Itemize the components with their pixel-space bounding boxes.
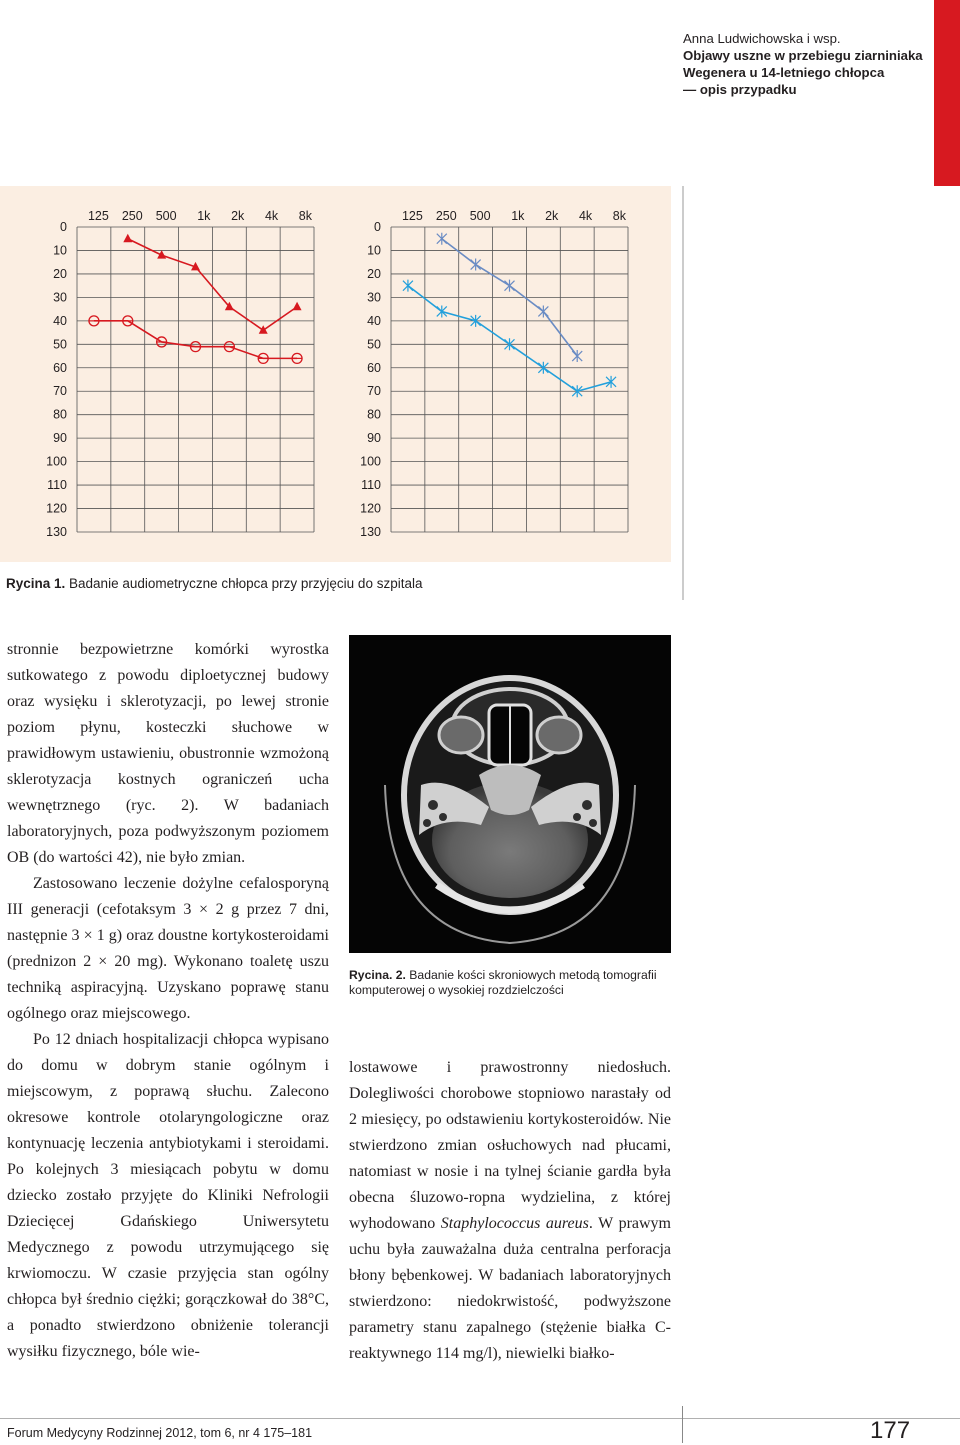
running-head-title-line-2: Wegenera u 14-letniego chłopca xyxy=(683,65,885,80)
body-text: lostawowe i prawostronny niedosłuch. Dolegliwości chorobowe stopniowo narastały od 2 miesięcy, po odstawieniu kortykosteroidów. Nie stwierdzono zmian osłuchowych nad płucami, natomiast w nosie i na tylnej ścianie gardła była obecna śluzowo-ropna wydzielina, z której wyhodowano xyxy=(349,1059,671,1232)
audiogram-figure xyxy=(0,0,960,600)
body-paragraph: stronnie bezpowietrzne komórki wyrostka sutkowatego z powodu diploetycznej budowy oraz wysięku i sklerotyzacji, po lewej stronie poziom płynu, kosteczki słuchowe w prawidłowym ustawieniu, obustronnie wzmożoną sklerotyzacja kostnych ograniczeń ucha wewnętrznego (ryc. 2). W badaniach laboratoryjnych, poza podwyższonym poziomem OB (do wartości 42), nie było zmian. xyxy=(7,641,329,866)
body-text: . W prawym uchu była zauważalna duża centralna perforacja błony bębenkowej. W badaniach laboratoryjnych stwierdzono: niedokrwistość, podwyższone parametry stanu zapalnego (stężenie białka C-reaktywnego 114 mg/l), niewielki białko- xyxy=(349,1215,671,1362)
x-tick-label: 2k xyxy=(231,209,245,223)
body-column-right xyxy=(349,1055,671,1367)
figure-2-label: Rycina. 2. xyxy=(349,968,406,982)
y-tick-label: 60 xyxy=(53,360,67,375)
figure-1-caption-text: Badanie audiometryczne chłopca przy przyjęciu do szpitala xyxy=(65,576,423,591)
bacteria-name: Staphylococcus aureus xyxy=(440,1215,589,1232)
y-tick-label: 50 xyxy=(367,337,381,352)
y-tick-label: 0 xyxy=(60,220,67,234)
figure-2-caption xyxy=(349,968,679,998)
y-tick-label: 100 xyxy=(360,454,381,469)
y-tick-label: 100 xyxy=(46,454,67,469)
body-paragraph: Zastosowano leczenie dożylne cefalosporyną III generacji (cefotaksym 3 × 2 g przez 7 dni, następnie 3 × 1 g) oraz doustne kortykosteroidami (prednizon 2 × 20 mg). Wykonano toaletę uszu techniką aspiracyjną. Uzyskano poprawę stanu ogólnego oraz miejscowego. xyxy=(7,875,329,1022)
running-head-title-line-3: — opis przypadku xyxy=(683,82,797,97)
y-tick-label: 130 xyxy=(46,525,67,539)
x-tick-label: 2k xyxy=(545,209,559,223)
x-tick-label: 500 xyxy=(155,209,177,223)
ct-scan-image xyxy=(349,635,671,953)
y-tick-label: 90 xyxy=(367,431,381,446)
body-paragraph: Po 12 dniach hospitalizacji chłopca wypisano do domu w dobrym stanie ogólnym i miejscowym, z poprawą słuchu. Zalecono okresowe kontrole otolaryngologiczne oraz kontynuację leczenia antybiotykami i sterоidami. Po kolejnych 3 miesiącach pobytu w domu dziecko zostało przyjęte do Kliniki Nefrologii Dziecięcej Gdańskiego Uniwersytetu Medycznego z powodu utrzymującego się krwiomoczu. W czasie przyjęcia stan ogólny chłopca był średnio ciężki; gorączkował do 38°C, a ponadto stwierdzono obniżenie tolerancji wysiłku fizycznego, bóle wie- xyxy=(7,1031,329,1360)
figure-2-caption-text: Badanie kości skroniowych metodą tomografii komputerowej o wysokiej rozdzielczości xyxy=(349,968,657,997)
x-tick-label: 1k xyxy=(197,209,211,223)
figure-1-caption xyxy=(6,576,422,591)
y-tick-label: 20 xyxy=(367,266,381,281)
y-tick-label: 110 xyxy=(47,478,67,493)
y-tick-label: 60 xyxy=(367,360,381,375)
y-tick-label: 120 xyxy=(46,501,67,516)
y-tick-label: 120 xyxy=(360,501,381,516)
y-tick-label: 90 xyxy=(53,431,67,446)
x-tick-label: 4k xyxy=(264,209,279,223)
x-tick-label: 1k xyxy=(511,209,525,223)
y-tick-label: 80 xyxy=(53,407,67,422)
body-column-left xyxy=(7,637,329,1365)
y-tick-label: 70 xyxy=(53,384,67,399)
y-tick-label: 20 xyxy=(53,266,67,281)
y-tick-label: 10 xyxy=(53,243,67,258)
x-tick-label: 500 xyxy=(469,209,491,223)
ct-scan-drawing xyxy=(349,635,671,953)
figure-1-label: Rycina 1. xyxy=(6,576,66,591)
y-tick-label: 130 xyxy=(360,525,381,539)
y-tick-label: 30 xyxy=(53,290,67,305)
y-tick-label: 110 xyxy=(361,478,381,493)
y-tick-label: 80 xyxy=(367,407,381,422)
footer-divider xyxy=(682,1406,683,1443)
audiogram-background xyxy=(0,186,671,562)
y-tick-label: 10 xyxy=(367,243,381,258)
x-tick-label: 125 xyxy=(401,209,423,223)
footer-rule xyxy=(0,1418,960,1419)
y-tick-label: 50 xyxy=(53,337,67,352)
y-tick-label: 0 xyxy=(374,220,381,234)
x-tick-label: 125 xyxy=(87,209,109,223)
y-tick-label: 30 xyxy=(367,290,381,305)
x-tick-label: 8k xyxy=(298,209,312,223)
x-tick-label: 250 xyxy=(435,209,457,223)
running-head-title-line-1: Objawy uszne w przebiegu ziarniniaka xyxy=(683,48,923,63)
body-paragraph xyxy=(349,1055,671,1367)
y-tick-label: 70 xyxy=(367,384,381,399)
page-number: 177 xyxy=(870,1417,911,1444)
x-tick-label: 4k xyxy=(578,209,593,223)
y-tick-label: 40 xyxy=(367,313,381,328)
journal-citation: Forum Medycyny Rodzinnej 2012, tom 6, nr 4 175–181 xyxy=(7,1426,313,1440)
x-tick-label: 250 xyxy=(121,209,143,223)
running-head-authors: Anna Ludwichowska i wsp. xyxy=(683,31,841,46)
x-tick-label: 8k xyxy=(612,209,626,223)
y-tick-label: 40 xyxy=(53,313,67,328)
